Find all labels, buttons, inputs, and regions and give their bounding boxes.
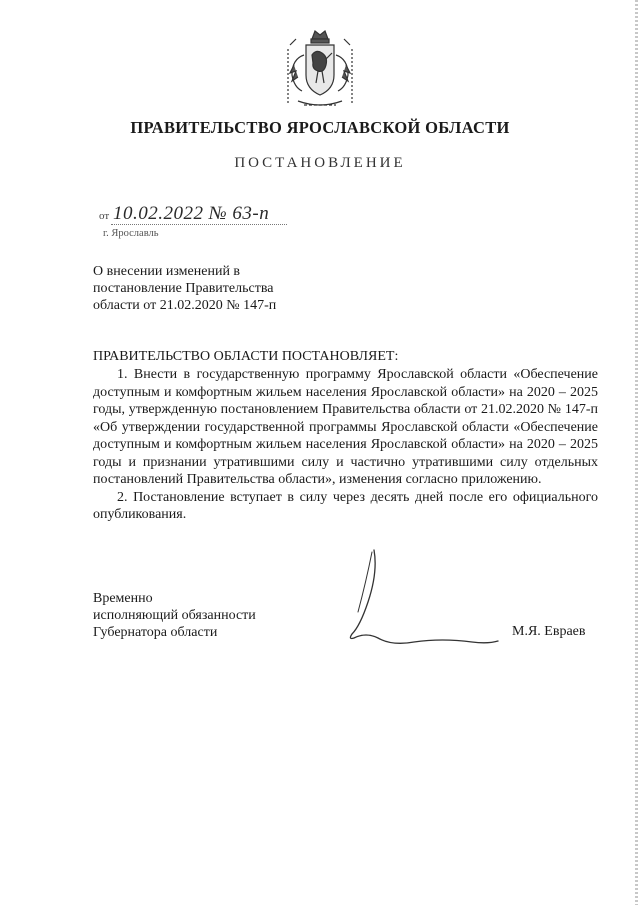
signer-name: М.Я. Евраев — [512, 624, 586, 639]
decree-body — [93, 366, 598, 524]
date-underline — [111, 224, 287, 225]
decree-item: 1. Внести в государственную программу Ярославской области «Обеспечение доступным и комфортным жильем населения Ярославской области» на 2020 – 2025 годы, утвержденную постановлением Правительства области от 21.02.2020 № 147-п «Об утверждении государственной программы Ярославской области «Обеспечение доступным и комфортным жильем населения Ярославской области» на 2020 – 2025 годы и признании утратившими силу и частично утратившими силу отдельных постановлений Правительства области», изменения согласно приложению. — [93, 367, 598, 487]
signer-position-line: исполняющий обязанности — [93, 608, 256, 623]
subject-line: О внесении изменений в — [93, 264, 241, 279]
handwritten-signature — [322, 542, 502, 662]
decree-item: 2. Постановление вступает в силу через десять дней после его официального опубликования. — [93, 489, 598, 522]
signer-position-line: Временно — [93, 591, 153, 606]
subject-line: постановление Правительства — [93, 281, 274, 296]
document-type: ПОСТАНОВЛЕНИЕ — [234, 155, 406, 171]
signer-position-line: Губернатора области — [93, 625, 218, 640]
city-label: г. Ярославль — [103, 228, 159, 239]
date-prefix: от — [99, 210, 110, 222]
subject-line: области от 21.02.2020 № 147-п — [93, 298, 277, 313]
government-title: ПРАВИТЕЛЬСТВО ЯРОСЛАВСКОЙ ОБЛАСТИ — [130, 118, 510, 137]
handwritten-date-number: 10.02.2022 № 63-п — [113, 203, 270, 224]
signer-position — [93, 590, 256, 641]
yaroslavl-coat-of-arms-icon — [282, 25, 358, 117]
subject-block — [93, 263, 333, 314]
decree-heading: ПРАВИТЕЛЬСТВО ОБЛАСТИ ПОСТАНОВЛЯЕТ: — [93, 349, 399, 364]
